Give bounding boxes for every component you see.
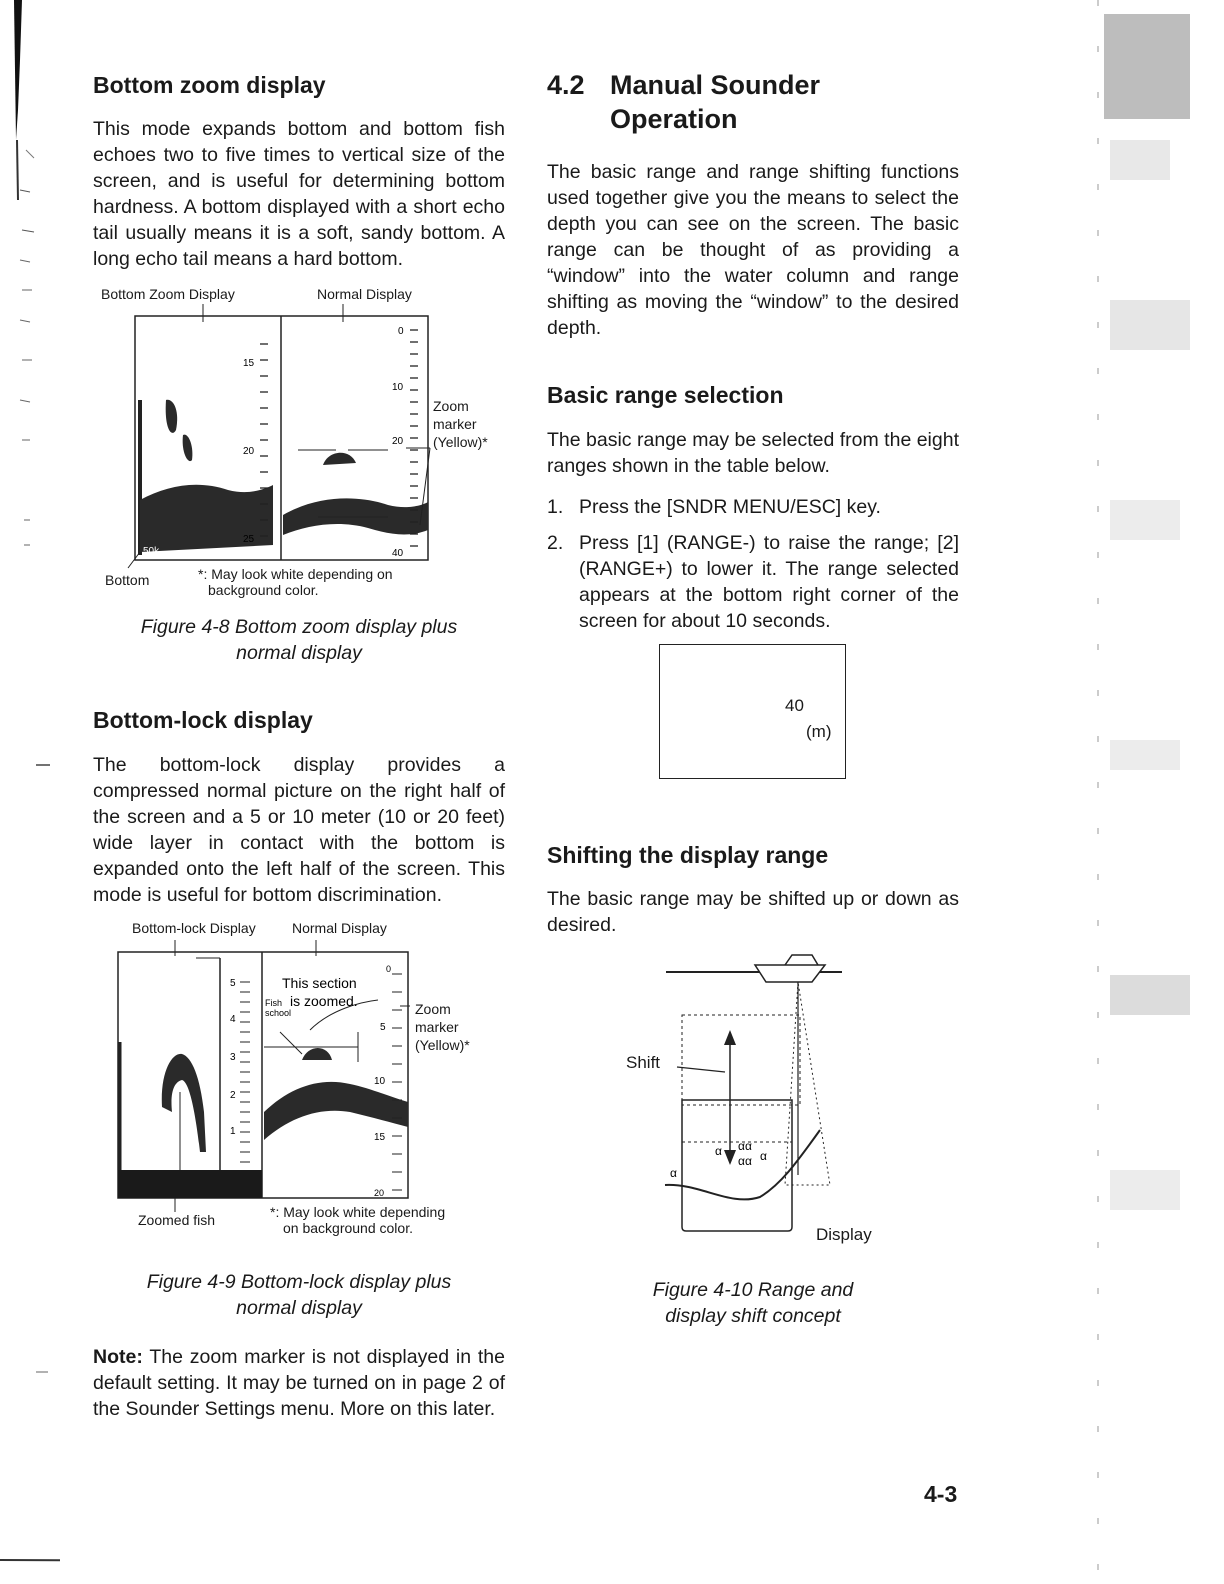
- fig8-label-normal: Normal Display: [317, 286, 412, 302]
- fig8-scale-left-20: 20: [243, 446, 255, 457]
- shift-heading: Shifting the display range: [547, 842, 829, 868]
- step-2: [547, 530, 959, 634]
- svg-text:α: α: [715, 1144, 722, 1158]
- figure-4-9-caption: [93, 1269, 505, 1321]
- fig10-caption-line2: display shift concept: [665, 1305, 841, 1327]
- fig8-bottom-label: Bottom: [105, 572, 150, 588]
- figure-4-10: [620, 945, 900, 1255]
- note-text: The zoom marker is not displayed in the default setting. It may be turned on in page 2 of the Sounder Settings menu. More on this later.: [93, 1346, 505, 1420]
- section-intro: The basic range and range shifting functions used together give you the means to select the depth you can see on the screen. The basic range can be thought of as providing a “window” into the water column and range shifting as moving the “window” to the desired depth.: [547, 161, 959, 339]
- fig9-fish-school-line1: Fish: [265, 998, 283, 1008]
- step-1: [547, 494, 959, 520]
- fig8-scale-left-25: 25: [243, 534, 255, 545]
- fig9-zoomed-fish-label: Zoomed fish: [138, 1212, 216, 1228]
- figure-4-8: [88, 280, 518, 600]
- fig9-zoom-marker-line1: Zoom: [415, 1001, 451, 1017]
- fig8-caption-line2: normal display: [236, 642, 362, 664]
- fig9-zoom-marker-label: [415, 1000, 470, 1054]
- figure-4-10-caption: [547, 1277, 959, 1329]
- section-title-line2: Operation: [610, 104, 738, 134]
- step-1-num: 1.: [547, 496, 564, 518]
- note-paragraph: [93, 1344, 505, 1422]
- fig9-zoom-marker-line3: (Yellow)*: [415, 1037, 470, 1053]
- range-unit: (m): [806, 722, 832, 741]
- fig9-scale-right-20: 20: [374, 1188, 385, 1198]
- fig10-shift-label: Shift: [626, 1053, 661, 1072]
- section-number: 4.2: [547, 70, 585, 100]
- basic-range-text: The basic range may be selected from the eight ranges shown in the table below.: [547, 429, 959, 477]
- figure-4-9: [110, 912, 510, 1252]
- svg-text:αα: αα: [738, 1139, 752, 1153]
- step-1-text: Press the [SNDR MENU/ESC] key.: [579, 496, 881, 518]
- bottom-zoom-heading: Bottom zoom display: [93, 72, 326, 98]
- fig9-scale-right-0: 0: [386, 964, 392, 974]
- page-number: 4-3: [924, 1481, 958, 1507]
- bottom-lock-text: The bottom-lock display provides a compressed normal picture on the right half of the screen and a 5 or 10 meter (10 or 20 feet) wide layer in contact with the bottom is expanded onto the left half of the screen. This mode is useful for bottom discrimination.: [93, 754, 505, 906]
- fig9-label-normal: Normal Display: [292, 920, 387, 936]
- fig8-footnote: [198, 566, 393, 598]
- fig9-scale-left-1: 1: [230, 1126, 236, 1137]
- step-2-text: Press [1] (RANGE-) to raise the range; [2] (RANGE+) to lower it. The range selected appears at the bottom right corner of the screen for about 10 seconds.: [579, 532, 959, 632]
- fig8-scale-right-10: 10: [392, 382, 404, 393]
- fig8-zoom-marker-line1: Zoom: [433, 398, 469, 414]
- fig9-footnote: [270, 1204, 445, 1236]
- section-title-line1: Manual Sounder: [610, 70, 821, 100]
- bottom-zoom-text: This mode expands bottom and bottom fish echoes two to five times to vertical size of the screen, and is useful for determining bottom hardness. A bottom displayed with a short echo tail usually means it is a soft, sandy bottom. A long echo tail means a hard bottom.: [93, 118, 505, 270]
- bottom-lock-heading: Bottom-lock display: [93, 707, 313, 733]
- fig9-sonar-screens: [110, 912, 510, 1252]
- step-2-num: 2.: [547, 532, 564, 554]
- fig9-scale-left-3: 3: [230, 1052, 236, 1063]
- fig8-footnote-line2: background color.: [208, 582, 319, 598]
- shift-text: The basic range may be shifted up or down as desired.: [547, 888, 959, 936]
- fig9-scale-right-5: 5: [380, 1022, 386, 1033]
- fig9-scale-left-5: 5: [230, 978, 236, 989]
- note-label: Note:: [93, 1346, 143, 1368]
- fig8-footnote-line1: *: May look white depending on: [198, 566, 393, 582]
- fig8-zoom-marker-line3: (Yellow)*: [433, 434, 488, 450]
- svg-text:α: α: [670, 1166, 677, 1180]
- fig9-label-bottom-lock: Bottom-lock Display: [132, 920, 256, 936]
- fig9-section-note-line2: is zoomed.: [290, 993, 358, 1009]
- fig10-caption-line1: Figure 4-10 Range and: [652, 1279, 854, 1301]
- fig8-scale-right-40: 40: [392, 548, 404, 559]
- fig8-scale-left-15: 15: [243, 358, 255, 369]
- fig8-caption-line1: Figure 4-8 Bottom zoom display plus: [140, 616, 458, 638]
- fig8-zoom-marker-label: [433, 397, 488, 451]
- fig9-footnote-line2: on background color.: [283, 1220, 413, 1236]
- basic-range-steps: [547, 494, 959, 644]
- fig9-section-note-line1: This section: [282, 975, 357, 991]
- fig9-scale-left-0: 0: [230, 1162, 236, 1173]
- basic-range-heading: Basic range selection: [547, 382, 784, 408]
- fig9-scale-left-2: 2: [230, 1090, 236, 1101]
- fig9-caption-line1: Figure 4-9 Bottom-lock display plus: [146, 1271, 452, 1293]
- fig8-label-bottom-zoom: Bottom Zoom Display: [101, 286, 235, 302]
- fig8-scale-right-0: 0: [398, 326, 404, 337]
- section-heading: [547, 68, 821, 136]
- fig9-caption-line2: normal display: [236, 1297, 362, 1319]
- fig9-footnote-line1: *: May look white depending: [270, 1204, 446, 1220]
- fig9-scale-right-15: 15: [374, 1132, 386, 1143]
- fig9-zoom-marker-line2: marker: [415, 1019, 459, 1035]
- range-display-box: [659, 644, 846, 779]
- fig8-zoom-marker-line2: marker: [433, 416, 477, 432]
- range-value: 40: [785, 696, 804, 715]
- svg-text:αα: αα: [738, 1154, 752, 1168]
- fig9-fish-school-line2: school: [265, 1008, 292, 1018]
- fig10-display-label: Display: [816, 1225, 872, 1244]
- fig9-scale-right-10: 10: [374, 1076, 386, 1087]
- svg-text:α: α: [760, 1149, 767, 1163]
- fig8-scale-right-20: 20: [392, 436, 404, 447]
- fig9-scale-left-4: 4: [230, 1014, 236, 1025]
- fig8-range-tag: 50k: [143, 546, 160, 557]
- fig10-shift-diagram: [620, 945, 900, 1255]
- right-scan-margin: [1090, 0, 1224, 1584]
- figure-4-8-caption: [93, 614, 505, 666]
- left-scan-margin: [0, 0, 60, 1584]
